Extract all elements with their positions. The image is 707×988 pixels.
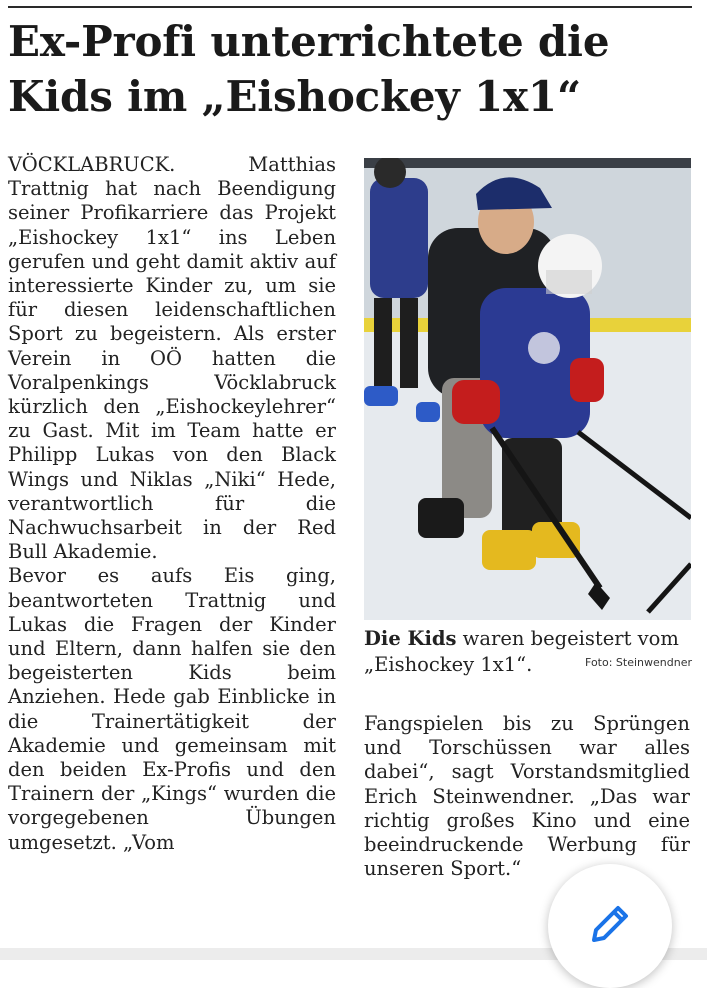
- article-column-right: [364, 712, 690, 881]
- edit-button[interactable]: [548, 864, 672, 988]
- paragraph-1: VÖCKLABRUCK. Matthias Trattnig hat nach Beendigung seiner Profikarriere das Projekt „Eishockey 1x1“ ins Leben gerufen und geht damit aktiv auf interessierte Kinder zu, um sie für diesen leidenschaftlichen Sport zu begeistern. Als erster Verein in OÖ hatten die Voralpenkings Vöcklabruck kürzlich den „Eishockeylehrer“ zu Gast. Mit im Team hatte er Philipp Lukas von den Black Wings und Niklas „Niki“ Hede, verantwortlich für die Nachwuchsarbeit in der Red Bull Akademie.: [8, 153, 336, 564]
- caption-bold: Die Kids: [364, 627, 457, 650]
- photo-caption: [364, 626, 692, 678]
- pencil-icon: [586, 900, 634, 948]
- paragraph-3: Fangspielen bis zu Sprüngen und Torschüssen war alles dabei“, sagt Vorstandsmitglied Erich Steinwendner. „Das war richtig großes Kino und eine beeindruckende Werbung für unseren Sport.“: [364, 712, 690, 881]
- top-rule: [8, 6, 692, 8]
- photo-credit: Foto: Steinwendner: [585, 656, 692, 669]
- caption-text: waren begeistert vom „Eishockey 1x1“.: [364, 627, 679, 676]
- headline-line-2: Kids im „Eishockey 1x1“: [8, 72, 581, 121]
- article-photo: [364, 158, 691, 620]
- headline-line-1: Ex-Profi unterrichtete die: [8, 17, 610, 66]
- headline: [8, 14, 698, 124]
- paragraph-2: Bevor es aufs Eis ging, beantworteten Trattnig und Lukas die Fragen der Kinder und Eltern, dann halfen sie den begeisterten Kids beim Anziehen. Hede gab Einblicke in die Trainertätigkeit der Akademie und gemeinsam mit den beiden Ex-Profis und den Trainern der „Kings“ wurden die vorgegebenen Übungen umgesetzt. „Vom: [8, 564, 336, 854]
- article-column-left: [8, 153, 336, 855]
